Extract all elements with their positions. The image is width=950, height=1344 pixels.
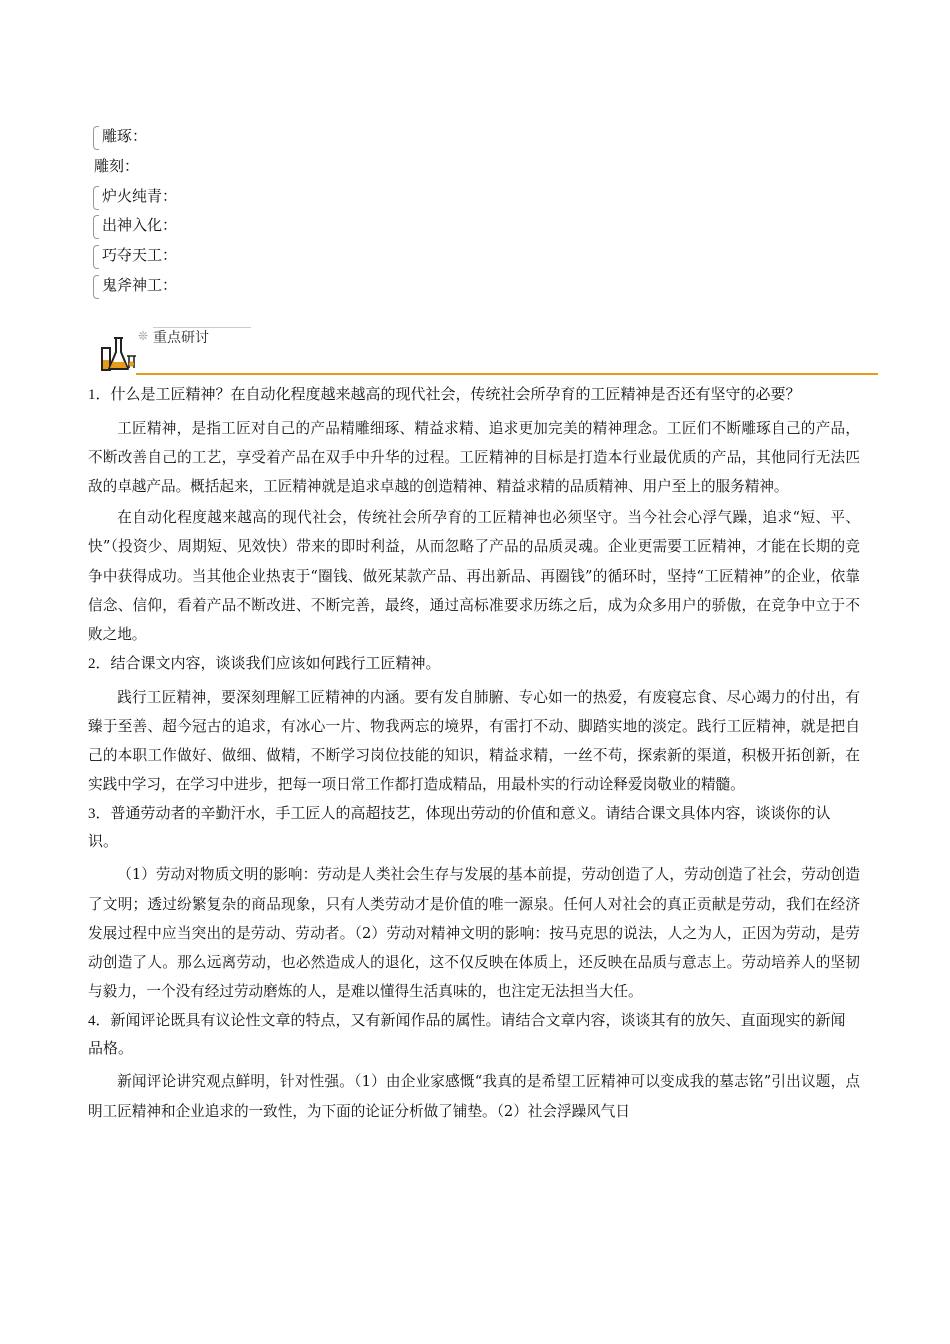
answer-paragraph: 践行工匠精神，要深刻理解工匠精神的内涵。要有发自肺腑、专心如一的热爱，有废寝忘食、尽心竭力的付出，有臻于至善、超今冠古的追求，有冰心一片、物我两忘的境界，有雷打不动、脚踏实地的淡定。践行工匠精神，就是把自己的本职工作做好、做细、做精，不断学习岗位技能的知识，精益求精，一丝不苟，探索新的渠道，积极开拓创新，在实践中学习，在学习中进步，把每一项日常工作都打造成精品，用最朴实的行动诠释爱岗敬业的精髓。 <box>88 688 860 794</box>
qa-content <box>88 382 860 1128</box>
question-4: 4．新闻评论既具有议论性文章的特点，又有新闻作品的属性。请结合文章内容，谈谈其有的放矢、直面现实的新闻品格。 <box>88 1013 846 1057</box>
question-2: 2．结合课文内容，谈谈我们应该如何践行工匠精神。 <box>88 656 441 673</box>
vocab-term: 巧夺天工： <box>92 241 177 271</box>
section-title: 重点研讨 <box>153 330 209 346</box>
answer-paragraph: 工匠精神，是指工匠对自己的产品精雕细琢、精益求精、追求更加完美的精神理念。工匠们不断雕琢自己的产品，不断改善自己的工艺，享受着产品在双手中升华的过程。工匠精神的目标是打造本行业最优质的产品，其他同行无法匹敌的卓越产品。概括起来，工匠精神就是追求卓越的创造精神、精益求精的品质精神、用户至上的服务精神。 <box>88 419 860 495</box>
vocabulary-list <box>92 122 177 301</box>
vocab-term: 雕琢： <box>92 122 177 152</box>
answer-paragraph: 在自动化程度越来越高的现代社会，传统社会所孕育的工匠精神也必须坚守。当今社会心浮气躁，追求“短、平、快”（投资少、周期短、见效快）带来的即时利益，从而忽略了产品的品质灵魂。企业更需要工匠精神，才能在长期的竞争中获得成功。当其他企业热衷于“圈钱、做死某款产品、再出新品、再圈钱”的循环时，坚持“工匠精神”的企业，依靠信念、信仰，看着产品不断改进、不断完善，最终，通过高标准要求历练之后，成为众多用户的骄傲，在竞争中立于不败之地。 <box>88 509 860 643</box>
vocab-term: 炉火纯青： <box>92 182 177 212</box>
vocab-term: 雕刻： <box>94 156 140 175</box>
lab-flask-icon <box>96 326 144 374</box>
section-divider <box>136 373 878 375</box>
answer-paragraph: 新闻评论讲究观点鲜明，针对性强。（1）由企业家感慨“我真的是希望工匠精神可以变成我的墓志铭”引出议题，点明工匠精神和企业追求的一致性，为下面的论证分析做了铺垫。（2）社会浮躁风气日 <box>88 1073 860 1120</box>
vocab-term: 鬼斧神工： <box>92 271 177 301</box>
answer-paragraph: （1）劳动对物质文明的影响：劳动是人类社会生存与发展的基本前提，劳动创造了人，劳动创造了社会，劳动创造了文明；透过纷繁复杂的商品现象，只有人类劳动才是价值的唯一源泉。任何人对社会的真正贡献是劳动，我们在经济发展过程中应当突出的是劳动、劳动者。（2）劳动对精神文明的影响：按马克思的说法，人之为人，正因为劳动，是劳动创造了人。那么远离劳动，也必然造成人的退化，这不仅反映在体质上，还反映在品质与意志上。劳动培养人的坚韧与毅力，一个没有经过劳动磨炼的人，是难以懂得生活真味的，也注定无法担当大任。 <box>88 866 860 1001</box>
question-1: 1．什么是工匠精神？在自动化程度越来越高的现代社会，传统社会所孕育的工匠精神是否还有坚守的必要？ <box>88 387 801 403</box>
vocab-term: 出神入化： <box>92 211 177 241</box>
section-header <box>96 322 878 378</box>
decorative-star-icon: ❊ <box>138 329 149 343</box>
question-3: 3．普通劳动者的辛勤汗水，手工匠人的高超技艺，体现出劳动的价值和意义。请结合课文具体内容，谈谈你的认识。 <box>88 806 831 850</box>
